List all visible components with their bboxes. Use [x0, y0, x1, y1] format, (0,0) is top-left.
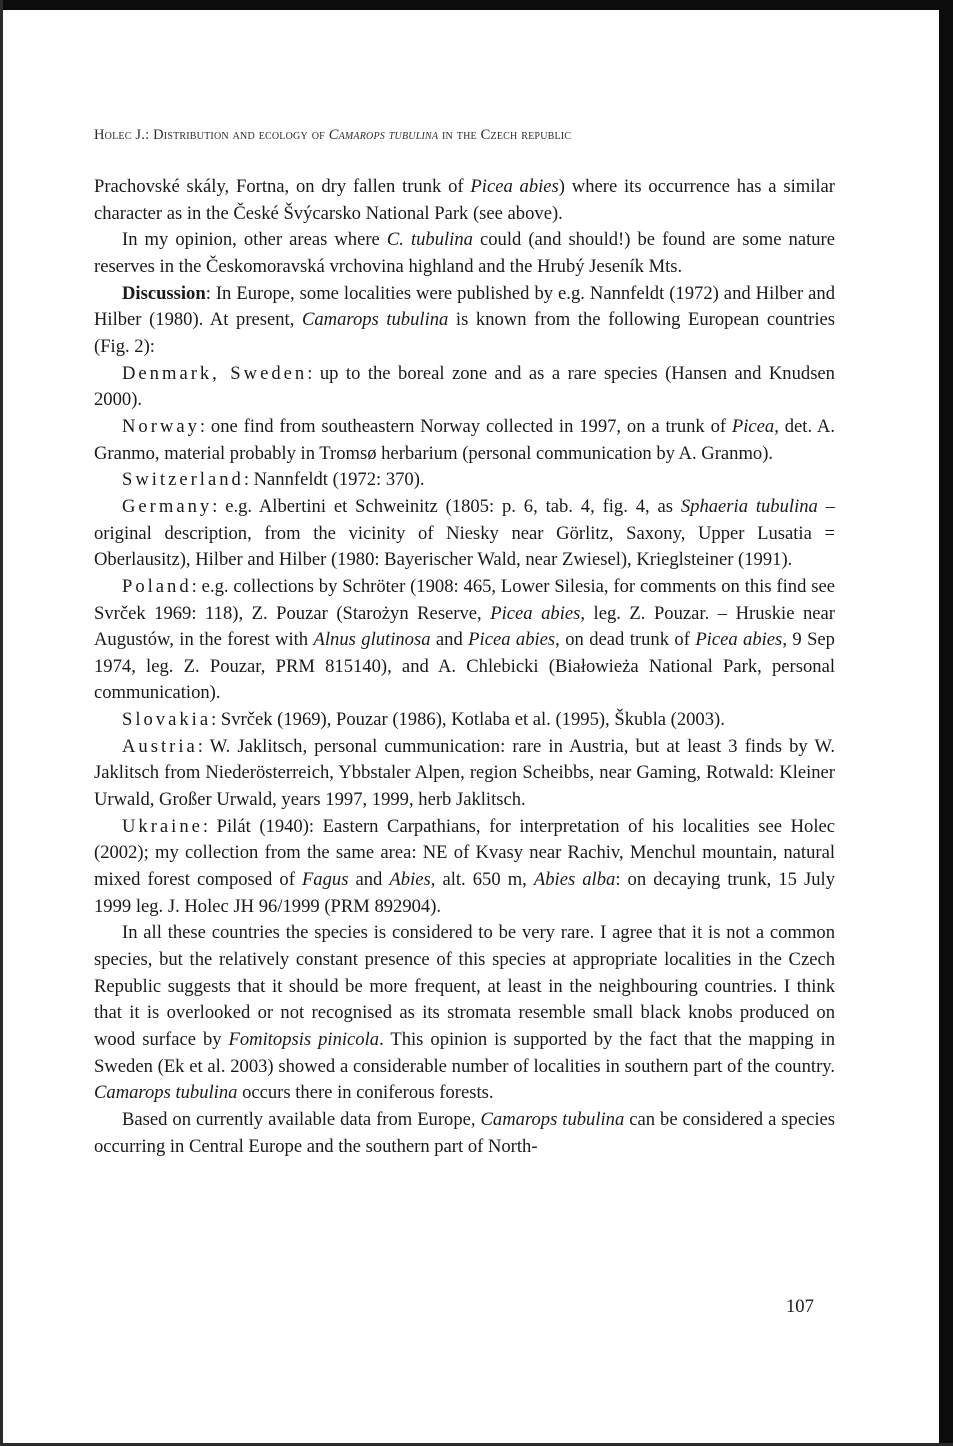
scan-border-left	[0, 0, 3, 1446]
running-head-title-end: in the Czech republic	[438, 127, 572, 143]
paragraph-prachovske: Prachovské skály, Fortna, on dry fallen trunk of Picea abies) where its occurrence has a similar character as in the České Švýcarsko National Park (see above).	[94, 176, 835, 224]
country-name: Germany	[122, 495, 213, 517]
paragraph-conclusion: Based on currently available data from Europe, Camarops tubulina can be considered a species occurring in Central Europe and the southern part of North-	[94, 1108, 835, 1157]
species-name: Picea	[731, 415, 775, 437]
species-name: Picea abies	[470, 176, 559, 197]
scan-border-right	[939, 0, 953, 1446]
country-entry-poland: Poland: e.g. collections by Schröter (1908: 465, Lower Silesia, for comments on this find see Svrček 1969: 118), Z. Pouzar (Starożyn Reserve, Picea abies, leg. Z. Pouzar. – Hruskie near Augustów, in the forest with Alnus glutinosa and Picea abies, on dead trunk of Picea abies, 9 Sep 1974, leg. Z. Pouzar, PRM 815140), and A. Chlebicki (Białowieża National Park, personal communication).	[94, 575, 835, 704]
scan-border-top	[0, 0, 953, 10]
running-head-title: Distribution and ecology of	[153, 127, 329, 143]
paragraph-rarity: In all these countries the species is considered to be very rare. I agree that it is not a common species, but the relatively constant presence of this species at appropriate localities in the Czech Republic suggests that it should be more frequent, at least in the neighbouring countries. I think that it is overlooked or not recognised as its stromata resemble small black knobs produced on wood surface by Fomitopsis pinicola. This opinion is supported by the fact that the mapping in Sweden (Ek et al. 2003) showed a considerable number of localities in southern part of the country. Camarops tubulina occurs there in coniferous forests.	[94, 922, 835, 1104]
country-name: Norway	[122, 415, 200, 437]
running-head-species: Camarops tubulina	[328, 127, 439, 143]
species-name: Camarops tubulina	[94, 1082, 238, 1104]
country-entry-austria: Austria: W. Jaklitsch, personal cummunication: rare in Austria, but at least 3 finds by W. Jaklitsch from Niederösterreich, Ybbstaler Alpen, region Scheibbs, near Gaming, Rotwald: Kleiner Urwald, Großer Urwald, years 1997, 1999, herb Jaklitsch.	[94, 735, 835, 811]
discussion-label: Discussion	[122, 282, 206, 304]
running-head-author: Holec J.	[94, 127, 146, 143]
species-name: Fomitopsis pinicola	[228, 1029, 380, 1050]
species-name: Camarops tubulina	[480, 1108, 625, 1130]
country-name: Austria	[122, 735, 198, 757]
species-name: Picea abies	[695, 629, 783, 651]
country-name: Ukraine	[122, 815, 203, 837]
species-name: Camarops tubulina	[301, 309, 449, 331]
running-head-separator: :	[145, 127, 154, 143]
country-name: Denmark, Sweden	[122, 362, 308, 384]
species-name: Fagus	[301, 869, 349, 891]
country-name: Switzerland	[122, 469, 244, 491]
species-name: Alnus glutinosa	[313, 629, 431, 651]
species-name: Abies alba	[533, 869, 616, 891]
running-head	[94, 127, 834, 144]
country-entry-norway: Norway: one find from southeastern Norway collected in 1997, on a trunk of Picea, det. A. Granmo, material probably in Tromsø herbarium (personal communication by A. Granmo).	[94, 415, 835, 464]
species-name: Abies	[389, 869, 431, 891]
country-entry-ukraine: Ukraine: Pilát (1940): Eastern Carpathians, for interpretation of his localities see Holec (2002); my collection from the same area: NE of Kvasy near Rachiv, Menchul mountain, natural mixed forest composed of Fagus and Abies, alt. 650 m, Abies alba: on decaying trunk, 15 July 1999 leg. J. Holec JH 96/1999 (PRM 892904).	[94, 815, 835, 917]
species-name: C. tubulina	[386, 229, 473, 251]
country-name: Slovakia	[122, 709, 212, 731]
body-text	[94, 174, 835, 1160]
country-entry-germany: Germany: e.g. Albertini et Schweinitz (1805: p. 6, tab. 4, fig. 4, as Sphaeria tubulina – original description, from the vicinity of Niesky near Görlitz, Saxony, Upper Lusatia = Oberlausitz), Hilber and Hilber (1980: Bayerischer Wald, near Zwiesel), Krieglsteiner (1991).	[94, 495, 835, 571]
country-entry-denmark-sweden: Denmark, Sweden: up to the boreal zone and as a rare species (Hansen and Knudsen 2000).	[94, 362, 835, 411]
species-name: Picea abies	[468, 629, 556, 651]
page-number: 107	[786, 1296, 814, 1317]
country-entry-slovakia: Slovakia: Svrček (1969), Pouzar (1986), Kotlaba et al. (1995), Škubla (2003).	[122, 709, 725, 731]
country-name: Poland	[122, 575, 192, 597]
species-name: Picea abies	[490, 602, 581, 624]
country-entry-switzerland: Switzerland: Nannfeldt (1972: 370).	[122, 469, 425, 491]
paragraph-opinion: In my opinion, other areas where C. tubulina could (and should!) be found are some nature reserves in the Českomoravská vrchovina highland and the Hrubý Jeseník Mts.	[94, 229, 836, 277]
paragraph-discussion: Discussion: In Europe, some localities were published by e.g. Nannfeldt (1972) and Hilber and Hilber (1980). At present, Camarops tubulina is known from the following European countries (Fig. 2):	[94, 282, 835, 357]
species-name: Sphaeria tubulina	[680, 495, 818, 517]
